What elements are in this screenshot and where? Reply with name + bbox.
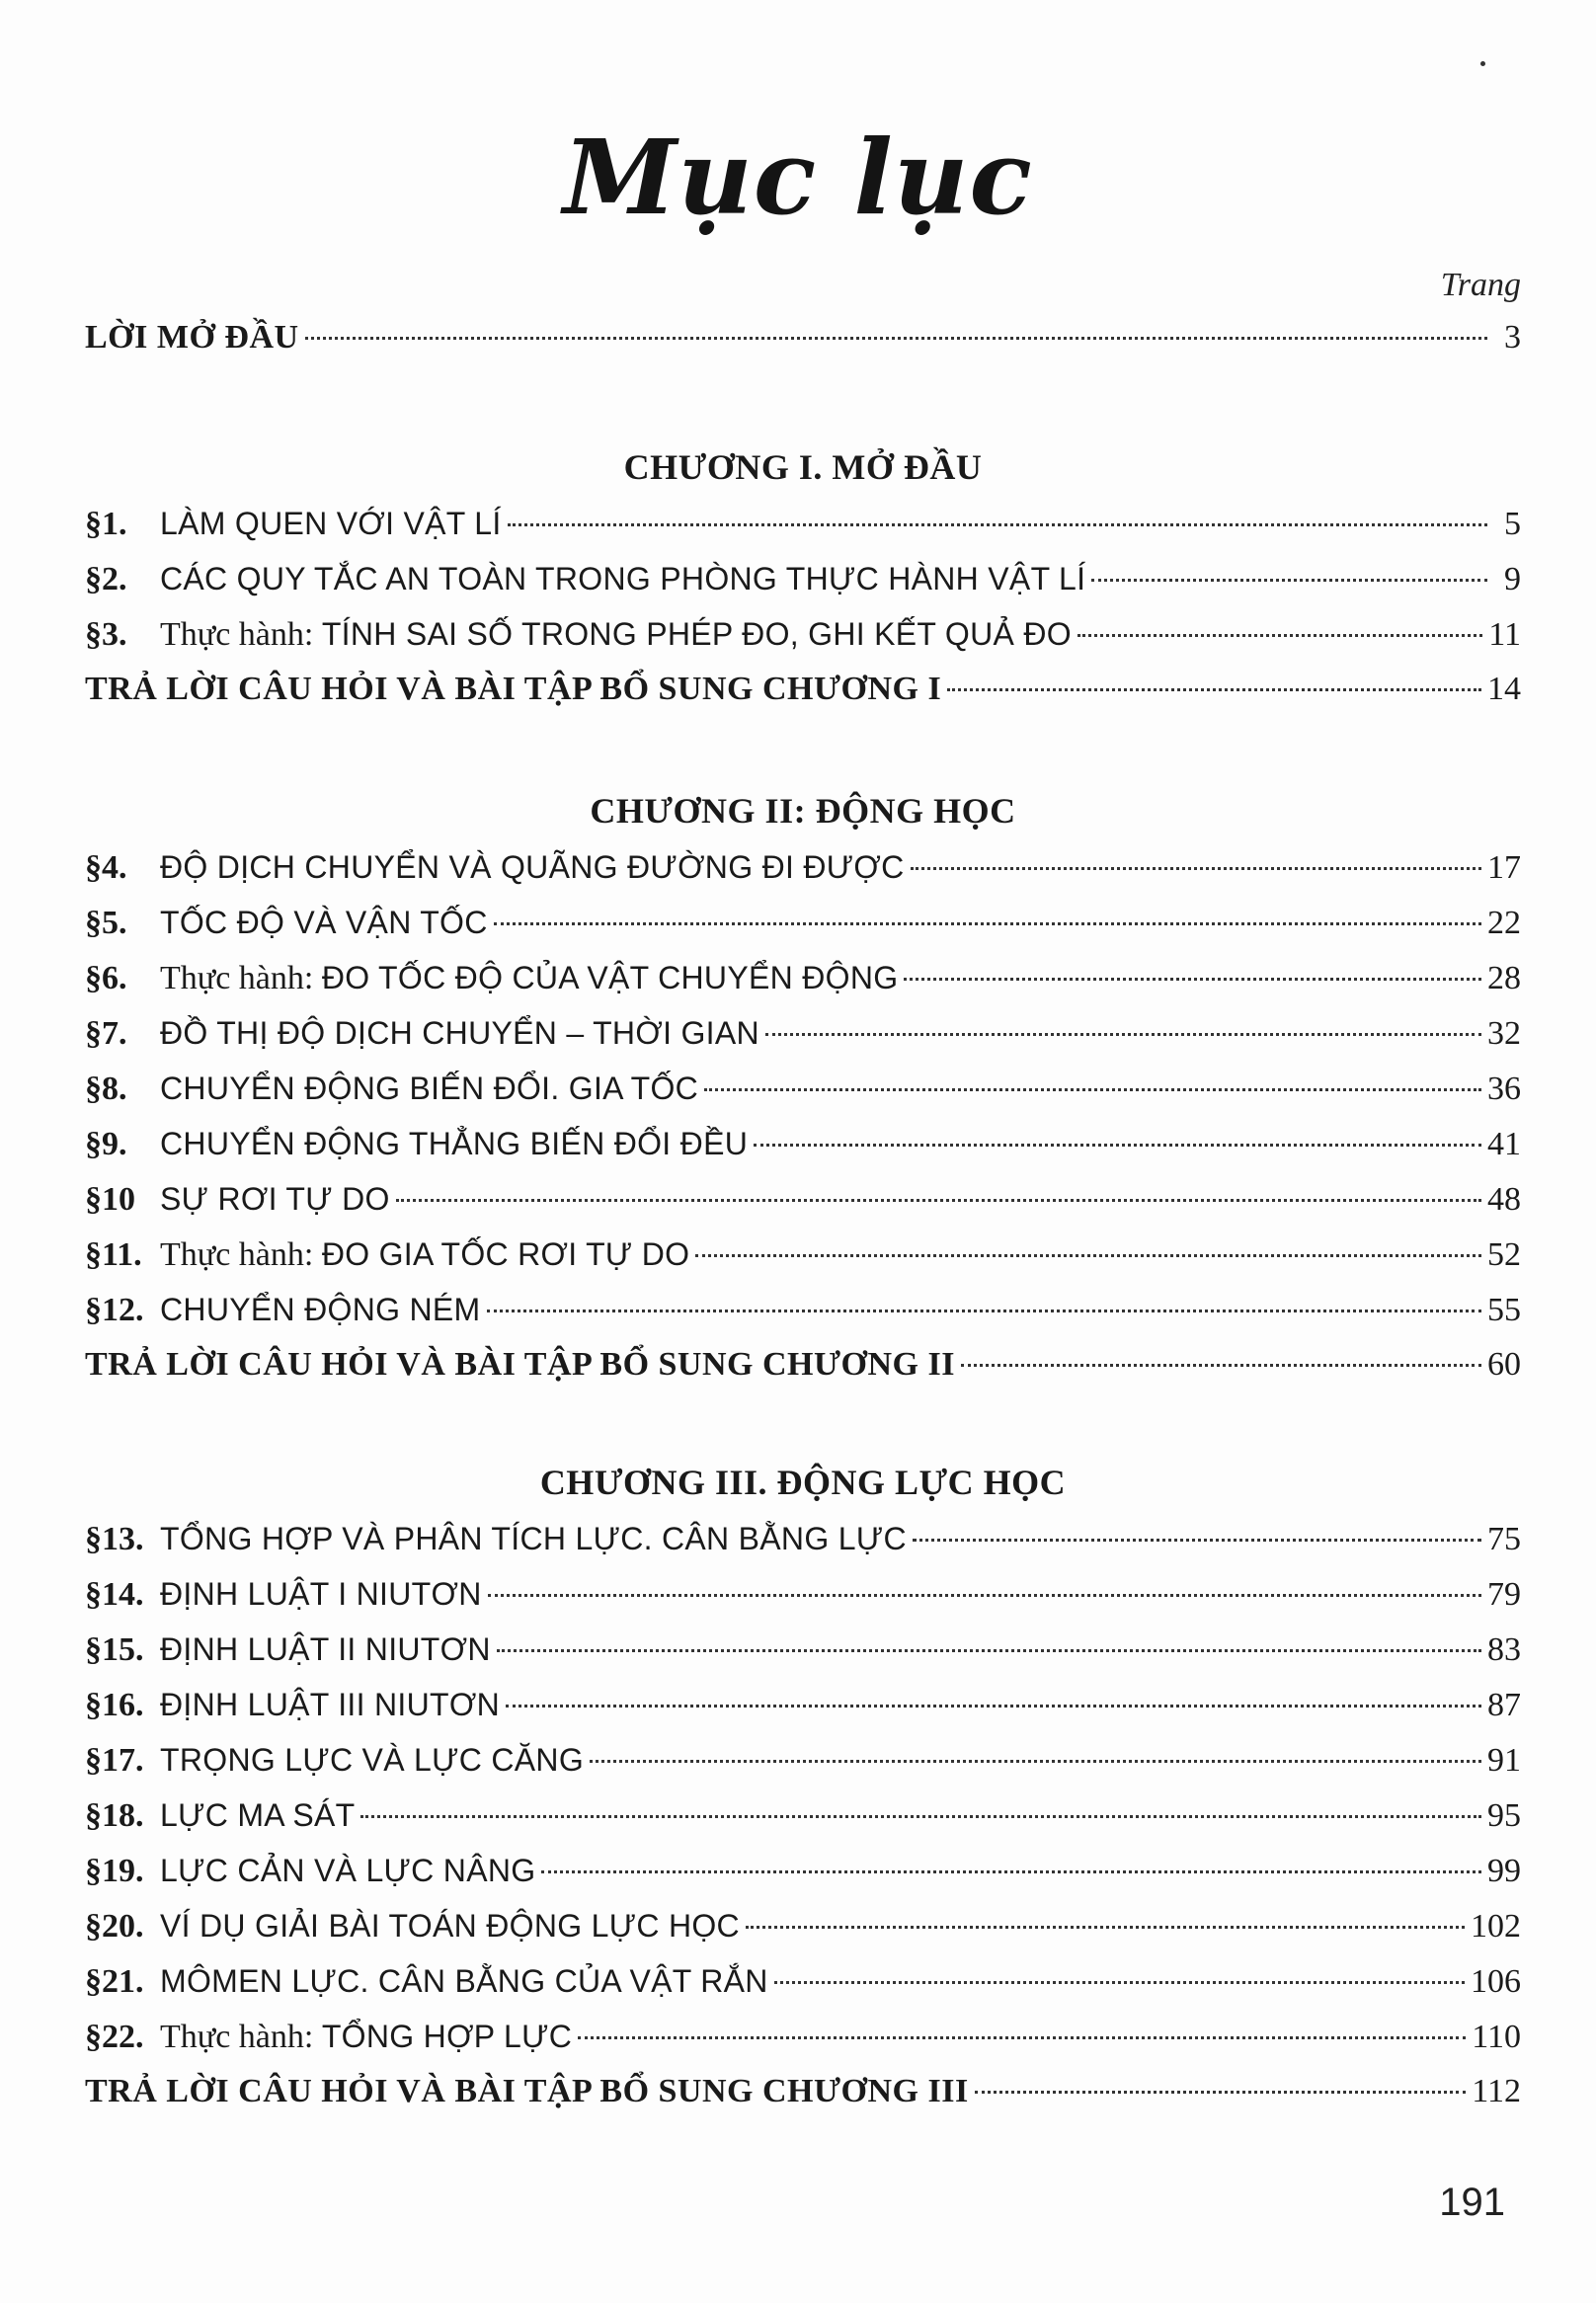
entry-title xyxy=(160,610,1072,659)
entry-title xyxy=(160,1231,689,1279)
chapter-heading: CHƯƠNG II: ĐỘNG HỌC xyxy=(590,791,1016,831)
dot-leader xyxy=(590,1760,1481,1763)
page-title: Mục lục xyxy=(563,117,1033,238)
entry-page-number: 87 xyxy=(1487,1687,1521,1723)
toc-row xyxy=(85,500,1521,547)
dot-leader xyxy=(754,1144,1481,1147)
entry-text: TRẢ LỜI CÂU HỎI VÀ BÀI TẬP BỔ SUNG CHƯƠNG II xyxy=(85,1346,955,1383)
entry-page-number: 75 xyxy=(1487,1521,1521,1557)
toc-row xyxy=(85,1847,1521,1894)
dot-leader xyxy=(904,978,1481,981)
entry-title xyxy=(160,500,502,548)
toc-row xyxy=(85,1231,1521,1278)
toc-row xyxy=(85,1957,1521,2005)
entry-title xyxy=(160,1902,740,1950)
entry-title xyxy=(160,1120,748,1168)
entry-text: CHUYỂN ĐỘNG NÉM xyxy=(160,1292,481,1327)
entry-text: ĐỊNH LUẬT I NIUTƠN xyxy=(160,1576,482,1612)
dot-leader xyxy=(774,1981,1465,1984)
entry-page-number: 48 xyxy=(1487,1181,1521,1218)
toc-row xyxy=(85,1009,1521,1057)
page-number: 191 xyxy=(1439,2181,1505,2224)
entry-page-number: 60 xyxy=(1487,1346,1521,1383)
toc-row xyxy=(85,1120,1521,1167)
entry-title xyxy=(160,1736,584,1785)
dot-leader xyxy=(947,688,1481,691)
entry-title xyxy=(160,1570,482,1619)
entry-title xyxy=(160,843,905,892)
dot-leader xyxy=(506,1705,1481,1707)
entry-page-number: 79 xyxy=(1487,1576,1521,1613)
toc-row xyxy=(85,1626,1521,1673)
dot-leader xyxy=(913,1539,1481,1542)
entry-title xyxy=(85,2068,969,2115)
entry-page-number: 28 xyxy=(1487,960,1521,996)
entry-text: CHUYỂN ĐỘNG BIẾN ĐỔI. GIA TỐC xyxy=(160,1071,699,1106)
entry-page-number: 112 xyxy=(1472,2073,1521,2109)
entry-title xyxy=(160,1286,481,1334)
entry-text: TÍNH SAI SỐ TRONG PHÉP ĐO, GHI KẾT QUẢ ĐO xyxy=(321,616,1072,652)
entry-prefix: Thực hành: xyxy=(160,960,322,996)
dot-leader xyxy=(497,1649,1481,1652)
toc-row xyxy=(85,1902,1521,1949)
entry-page-number: 9 xyxy=(1504,561,1521,597)
section-number: §22. xyxy=(85,2019,144,2055)
entry-prefix: Thực hành: xyxy=(160,616,322,653)
entry-text: TRỌNG LỰC VÀ LỰC CĂNG xyxy=(160,1742,585,1778)
toc-row xyxy=(85,1515,1521,1562)
entry-text: SỰ RƠI TỰ DO xyxy=(160,1181,390,1217)
entry-page-number: 41 xyxy=(1487,1126,1521,1162)
entry-text: CÁC QUY TẮC AN TOÀN TRONG PHÒNG THỰC HÀNH VẬT LÍ xyxy=(160,561,1086,596)
dot-leader xyxy=(508,523,1487,526)
toc-row xyxy=(85,555,1521,602)
entry-text: MÔMEN LỰC. CÂN BẰNG CỦA VẬT RẮN xyxy=(160,1963,768,1999)
entry-title xyxy=(160,1681,500,1729)
entry-page-number: 110 xyxy=(1472,2019,1521,2055)
entry-text: TỐC ĐỘ VÀ VẬN TỐC xyxy=(160,905,488,940)
section-number: §7. xyxy=(85,1015,127,1052)
toc-row-summary xyxy=(85,666,1521,713)
table-of-contents xyxy=(85,0,1521,2303)
entry-text: TỔNG HỢP LỰC xyxy=(321,2019,573,2054)
dot-leader xyxy=(911,867,1481,870)
toc-row xyxy=(85,2013,1521,2060)
section-number: §10 xyxy=(85,1181,135,1218)
dot-leader xyxy=(1077,634,1482,637)
dot-leader xyxy=(305,337,1487,340)
toc-row-summary xyxy=(85,2068,1521,2115)
section-number: §21. xyxy=(85,1963,144,2000)
section-number: §17. xyxy=(85,1742,144,1779)
entry-page-number: 11 xyxy=(1488,616,1521,653)
section-number: §12. xyxy=(85,1292,144,1328)
entry-page-number: 99 xyxy=(1487,1853,1521,1889)
entry-text: ĐỒ THỊ ĐỘ DỊCH CHUYỂN – THỜI GIAN xyxy=(160,1015,759,1051)
entry-title xyxy=(160,954,898,1002)
section-number: §11. xyxy=(85,1236,142,1273)
entry-title xyxy=(160,1791,355,1840)
entry-page-number: 102 xyxy=(1471,1908,1521,1945)
entry-title xyxy=(160,1515,907,1563)
toc-row xyxy=(85,843,1521,891)
entry-title xyxy=(85,666,941,713)
entry-page-number: 55 xyxy=(1487,1292,1521,1328)
entry-text: CHUYỂN ĐỘNG THẲNG BIẾN ĐỔI ĐỀU xyxy=(160,1126,749,1161)
entry-text: TRẢ LỜI CÂU HỎI VÀ BÀI TẬP BỔ SUNG CHƯƠNG III xyxy=(85,2073,969,2109)
dot-leader xyxy=(1091,579,1487,582)
entry-page-number: 17 xyxy=(1487,849,1521,886)
section-number: §16. xyxy=(85,1687,144,1723)
entry-page-number: 3 xyxy=(1504,319,1521,356)
toc-row xyxy=(85,1065,1521,1112)
dot-leader xyxy=(578,2036,1466,2039)
page-column-label: Trang xyxy=(1440,267,1521,303)
dot-leader xyxy=(487,1310,1481,1312)
entry-page-number: 22 xyxy=(1487,905,1521,941)
entry-text: ĐỘ DỊCH CHUYỂN VÀ QUÃNG ĐƯỜNG ĐI ĐƯỢC xyxy=(160,849,905,885)
entry-text: LÀM QUEN VỚI VẬT LÍ xyxy=(160,506,502,541)
entry-page-number: 5 xyxy=(1504,506,1521,542)
dot-leader xyxy=(494,922,1481,925)
dot-leader xyxy=(961,1364,1481,1367)
toc-row xyxy=(85,954,1521,1001)
section-number: §1. xyxy=(85,506,127,542)
entry-title xyxy=(160,1009,759,1058)
entry-text: LỰC MA SÁT xyxy=(160,1797,356,1833)
toc-row xyxy=(85,610,1521,658)
entry-title xyxy=(85,314,299,361)
entry-title xyxy=(160,555,1085,603)
toc-row-summary xyxy=(85,1341,1521,1389)
entry-text: VÍ DỤ GIẢI BÀI TOÁN ĐỘNG LỰC HỌC xyxy=(160,1908,740,1944)
toc-row-intro xyxy=(85,314,1521,361)
toc-row xyxy=(85,1681,1521,1728)
entry-page-number: 36 xyxy=(1487,1071,1521,1107)
entry-text: ĐỊNH LUẬT II NIUTƠN xyxy=(160,1631,491,1667)
entry-text: TỔNG HỢP VÀ PHÂN TÍCH LỰC. CÂN BẰNG LỰC xyxy=(160,1521,907,1556)
section-number: §13. xyxy=(85,1521,144,1557)
section-number: §5. xyxy=(85,905,127,941)
entry-title xyxy=(160,2013,572,2061)
section-number: §6. xyxy=(85,960,127,996)
section-number: §4. xyxy=(85,849,127,886)
entry-page-number: 52 xyxy=(1487,1236,1521,1273)
entry-page-number: 14 xyxy=(1487,671,1521,707)
toc-row xyxy=(85,1736,1521,1784)
toc-row xyxy=(85,1286,1521,1333)
entry-title xyxy=(160,1065,698,1113)
entry-text: ĐO GIA TỐC RƠI TỰ DO xyxy=(321,1236,690,1272)
section-number: §15. xyxy=(85,1631,144,1668)
entry-title xyxy=(85,1341,955,1389)
entry-page-number: 95 xyxy=(1487,1797,1521,1834)
dot-leader xyxy=(704,1088,1481,1091)
chapter-heading: CHƯƠNG III. ĐỘNG LỰC HỌC xyxy=(539,1463,1067,1502)
entry-page-number: 91 xyxy=(1487,1742,1521,1779)
dot-leader xyxy=(765,1033,1481,1036)
entry-title xyxy=(160,1175,390,1224)
entry-title xyxy=(160,1957,768,2006)
entry-text: LỜI MỞ ĐẦU xyxy=(85,319,299,356)
entry-text: ĐO TỐC ĐỘ CỦA VẬT CHUYỂN ĐỘNG xyxy=(321,960,899,995)
section-number: §2. xyxy=(85,561,127,597)
dot-leader xyxy=(975,2091,1467,2094)
entry-page-number: 83 xyxy=(1487,1631,1521,1668)
entry-page-number: 32 xyxy=(1487,1015,1521,1052)
section-number: §19. xyxy=(85,1853,144,1889)
section-number: §9. xyxy=(85,1126,127,1162)
entry-text: ĐỊNH LUẬT III NIUTƠN xyxy=(160,1687,500,1722)
entry-prefix: Thực hành: xyxy=(160,2019,322,2055)
section-number: §3. xyxy=(85,616,127,653)
toc-row xyxy=(85,899,1521,946)
toc-row xyxy=(85,1570,1521,1618)
section-number: §8. xyxy=(85,1071,127,1107)
dot-leader xyxy=(488,1594,1481,1597)
section-number: §14. xyxy=(85,1576,144,1613)
toc-row xyxy=(85,1791,1521,1839)
entry-title xyxy=(160,899,488,947)
chapter-heading: CHƯƠNG I. MỞ ĐẦU xyxy=(623,447,983,487)
entry-text: LỰC CẢN VÀ LỰC NÂNG xyxy=(160,1853,536,1888)
entry-prefix: Thực hành: xyxy=(160,1236,322,1273)
entry-title xyxy=(160,1626,491,1674)
entry-title xyxy=(160,1847,535,1895)
dot-leader xyxy=(396,1199,1481,1202)
dot-leader xyxy=(746,1926,1465,1929)
dot-leader xyxy=(360,1815,1481,1818)
entry-page-number: 106 xyxy=(1471,1963,1521,2000)
section-number: §18. xyxy=(85,1797,144,1834)
toc-row xyxy=(85,1175,1521,1223)
dot-leader xyxy=(541,1870,1481,1873)
dot-leader xyxy=(695,1254,1481,1257)
section-number: §20. xyxy=(85,1908,144,1945)
entry-text: TRẢ LỜI CÂU HỎI VÀ BÀI TẬP BỔ SUNG CHƯƠNG I xyxy=(85,671,942,707)
